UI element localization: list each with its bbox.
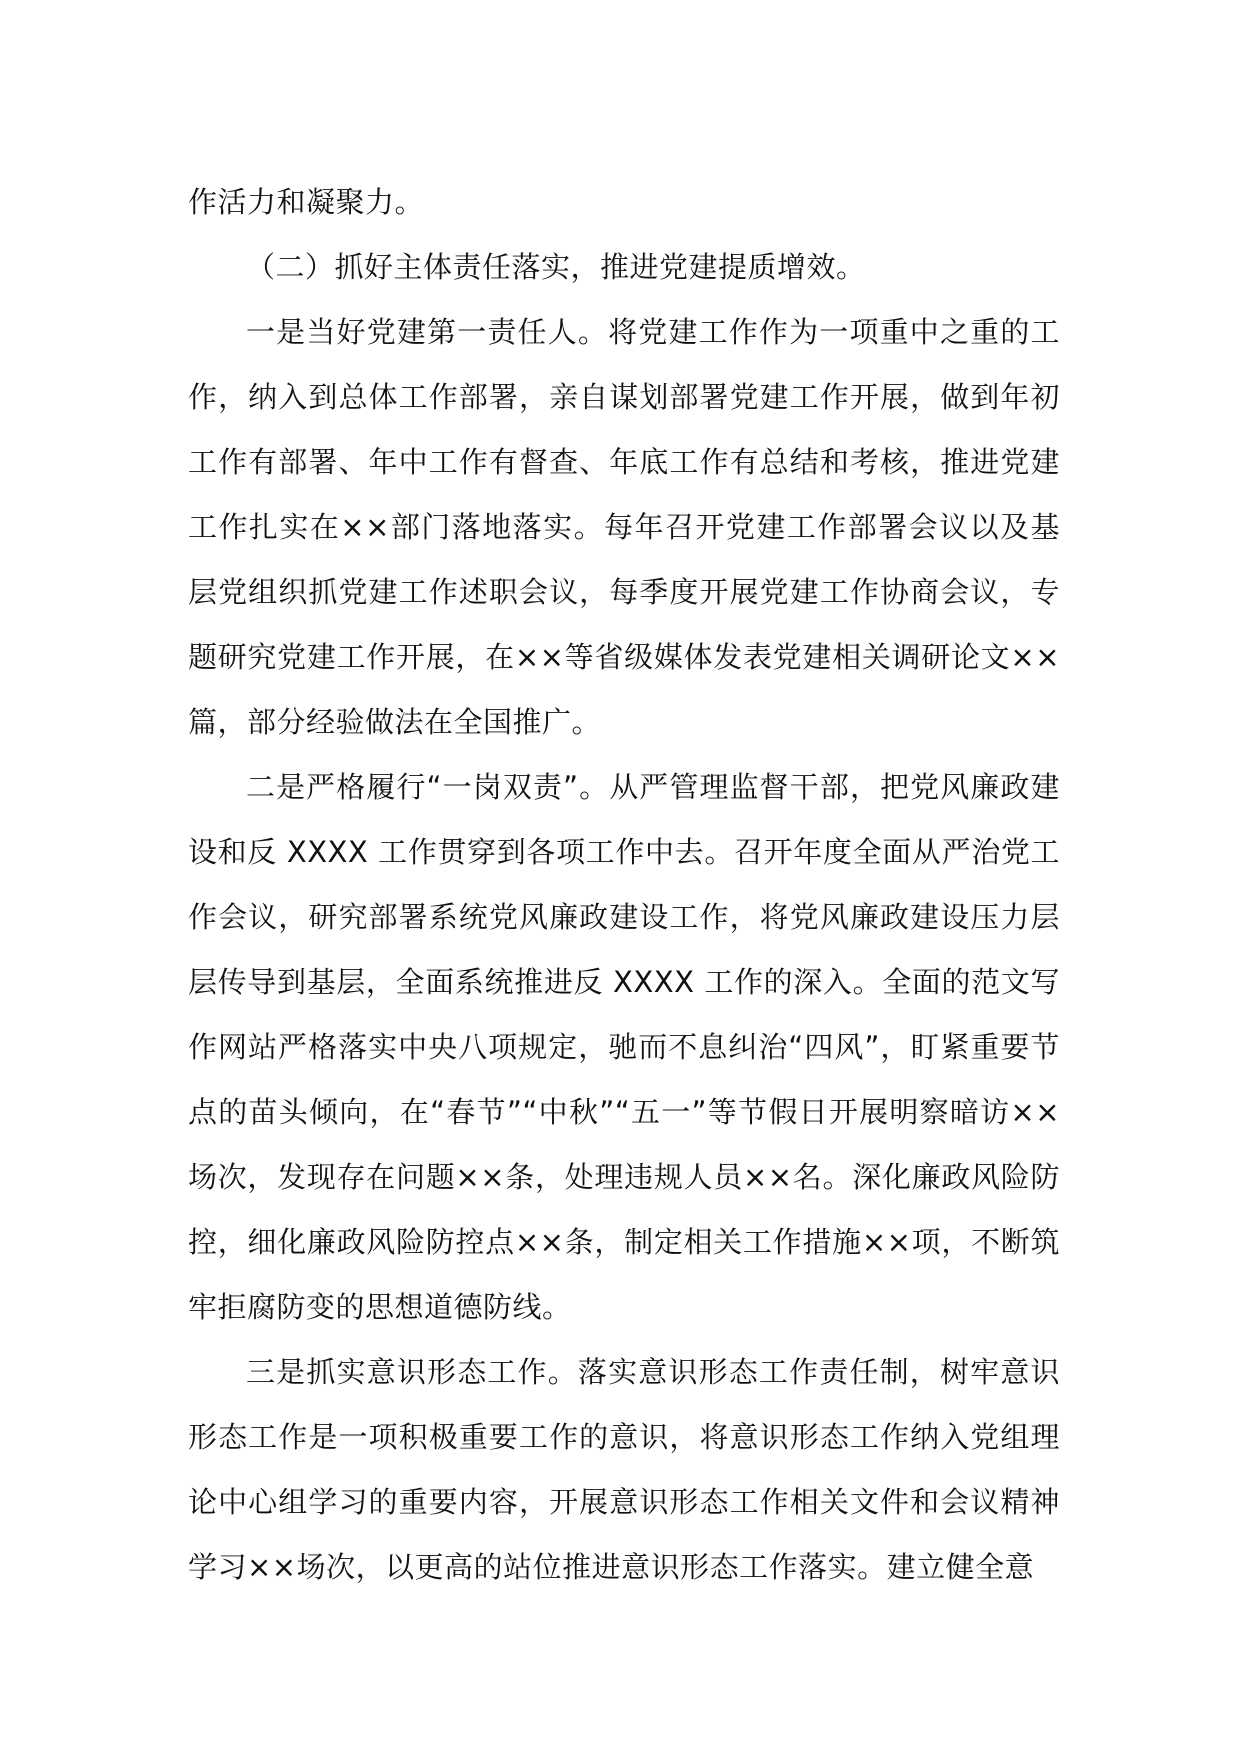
paragraph-party-building-responsibility: 一是当好党建第一责任人。将党建工作作为一项重中之重的工作，纳入到总体工作部署，亲自谋划部署党建工作开展，做到年初工作有部署、年中工作有督查、年底工作有总结和考核，推进党建工作扎实在××部门落地落实。每年召开党建工作部署会议以及基层党组织抓党建工作述职会议，每季度开展党建工作协商会议，专题研究党建工作开展，在××等省级媒体发表党建相关调研论文××篇，部分经验做法在全国推广。 [188,315,1060,739]
section-heading: （二）抓好主体责任落实，推进党建提质增效。 [246,250,866,284]
paragraph-one-post-two-duties: 二是严格履行“一岗双责”。从严管理监督干部，把党风廉政建设和反 XXXX 工作贯穿到各项工作中去。召开年度全面从严治党工作会议，研究部署系统党风廉政建设工作，将党风廉政建设压力层层传导到基层，全面系统推进反 XXXX 工作的深入。全面的范文写作网站严格落实中央八项规定，驰而不息纠治“四风”，盯紧重要节点的苗头倾向，在“春节”“中秋”“五一”等节假日开展明察暗访××场次，发现存在问题××条，处理违规人员××名。深化廉政风险防控，细化廉政风险防控点××条，制定相关工作措施××项，不断筑牢拒腐防变的思想道德防线。 [188,770,1060,1324]
paragraph-ideology-work: 三是抓实意识形态工作。落实意识形态工作责任制，树牢意识形态工作是一项积极重要工作的意识，将意识形态工作纳入党组理论中心组学习的重要内容，开展意识形态工作相关文件和会议精神学习××场次，以更高的站位推进意识形态工作落实。建立健全意 [188,1355,1060,1584]
paragraph-continuation: 作活力和凝聚力。 [188,185,425,219]
